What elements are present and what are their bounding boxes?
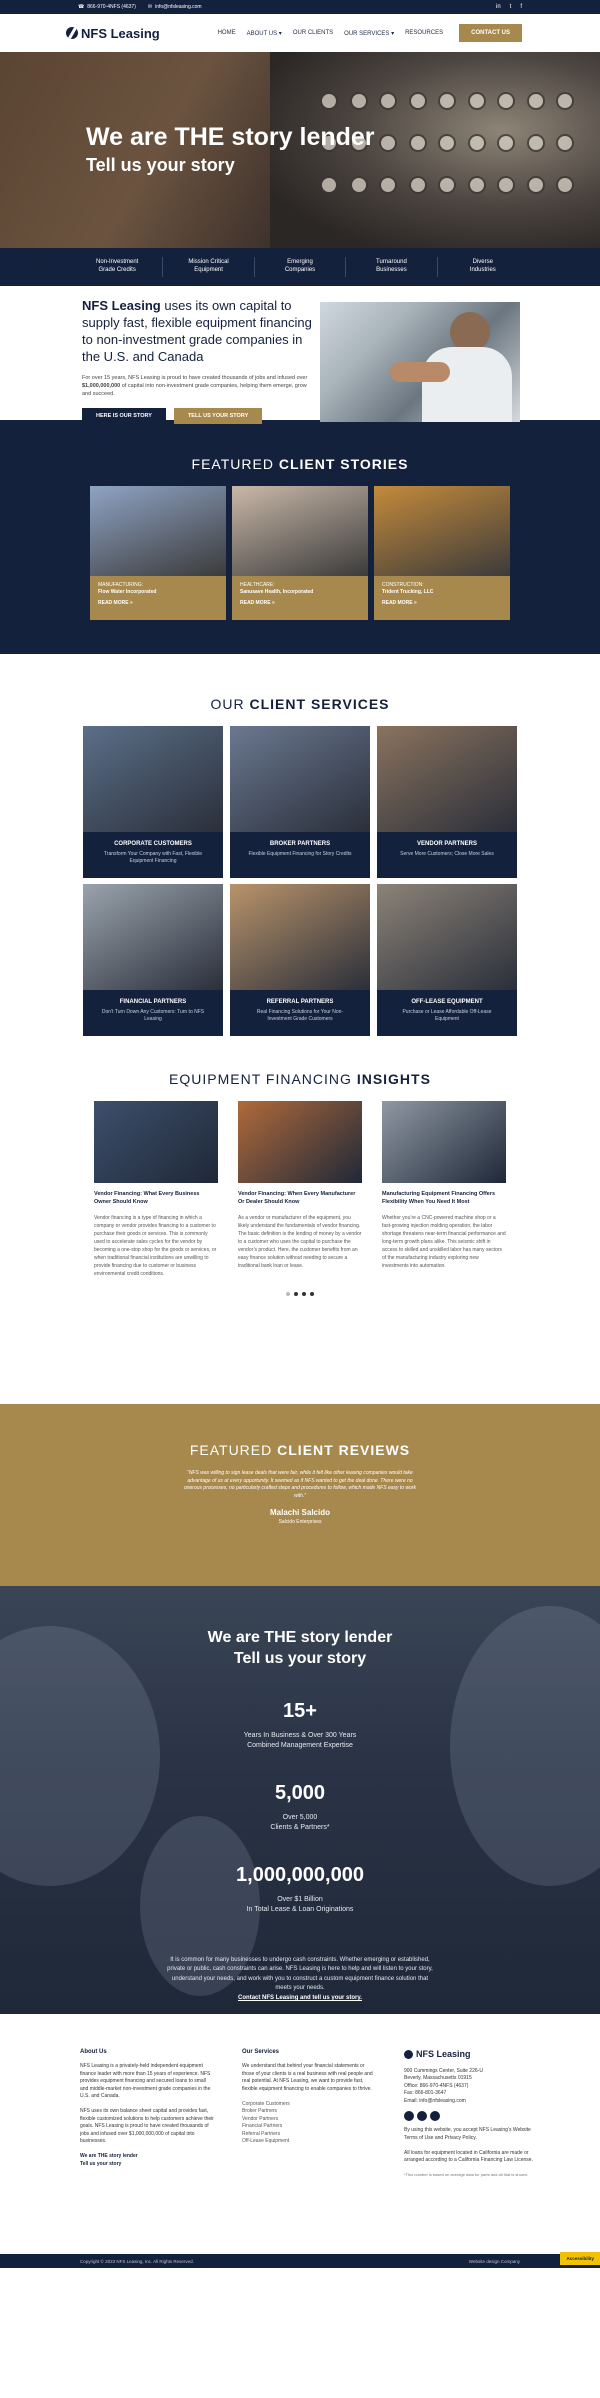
hero-keys-decoration xyxy=(320,92,580,212)
mail-icon: ✉ xyxy=(147,4,153,10)
read-more-link[interactable]: READ MORE » xyxy=(98,600,133,606)
strip-item[interactable]: Diverse Industries xyxy=(469,259,496,273)
nav-our-clients[interactable]: OUR CLIENTS xyxy=(292,30,334,36)
carousel-dots xyxy=(0,1292,600,1296)
client-story-card[interactable]: MANUFACTURING: Flow Water Incorporated READ MORE » xyxy=(90,486,226,620)
bottom-bar xyxy=(0,2254,600,2268)
intro-section xyxy=(0,286,600,420)
service-image xyxy=(230,726,370,832)
hero-subtitle: Tell us your story xyxy=(86,155,235,175)
stories-heading: FEATURED CLIENT STORIES xyxy=(191,456,409,472)
reviewer-company: Salcido Enterprises xyxy=(278,1519,322,1525)
tell-story-button[interactable]: TELL US YOUR STORY xyxy=(174,408,262,424)
facebook-icon[interactable]: f xyxy=(520,4,522,10)
service-image xyxy=(230,884,370,990)
main-nav xyxy=(218,30,444,37)
intro-lead: NFS Leasing uses its own capital to supply fast, flexible equipment financing to non-investment grade companies in the U.S. and Canada xyxy=(82,298,312,364)
footer-link[interactable]: Corporate Customers xyxy=(242,2100,290,2107)
nav-home[interactable]: HOME xyxy=(217,30,236,36)
insight-excerpt: As a vendor or manufacturer of the equipment, you likely understand the fundamentals of vendor financing. The basic definition is the lending of money by a vendor to a customer who uses the capital to purchase the vendor’s product. Here, the customer benefits from an easy finance solution without needing to secure a traditional bank loan or lease. xyxy=(238,1215,362,1270)
insight-title[interactable]: Manufacturing Equipment Financing Offers Flexibility When You Need It Most xyxy=(382,1191,496,1205)
logo-mark-icon xyxy=(404,2050,413,2059)
read-more-link[interactable]: READ MORE » xyxy=(382,600,417,606)
insight-image xyxy=(94,1101,218,1183)
insight-article[interactable] xyxy=(382,1101,506,1278)
client-story-card[interactable]: HEALTHCARE: Sanusave Health, Incorporated READ MORE » xyxy=(232,486,368,620)
email-link[interactable]: ✉ info@nfsleasing.com xyxy=(147,4,202,10)
financing-insights xyxy=(0,1059,600,1404)
intro-paragraph: For over 15 years, NFS Leasing is proud to have created thousands of jobs and infused over $1,000,000,000 of capital into non-investment grade companies, helping them emerge, grow and succeed. xyxy=(82,374,308,398)
strip-item[interactable]: Non-Investment Grade Credits xyxy=(72,257,163,277)
footer-link[interactable]: Broker Partners xyxy=(242,2108,278,2114)
reviewer-name: Malachi Salcido xyxy=(269,1508,331,1517)
hero-title: We are THE story lender xyxy=(86,123,375,151)
service-card[interactable]: FINANCIAL PARTNERS Don’t Turn Down Any Customers: Turn to NFS Leasing xyxy=(83,884,223,1036)
service-card[interactable]: REFERRAL PARTNERS Real Financing Solutions for Your Non-Investment Grade Customers xyxy=(230,884,370,1036)
site-footer xyxy=(0,2014,600,2254)
footer-about: About Us NFS Leasing is a privately-held independent equipment finance leader with more than 15 years of experience. NFS provides equipment financing and secured loans to small and middle-market non-investment grade companies in the U.S. and Canada. NFS uses its own balance sheet capital and provides fast, flexible customized solutions to help customers achieve their goals. NFS Leasing is proud to have created thousands of jobs and infused over $1,000,000,000 of capital into businesses. We are THE story lender Tell us your story xyxy=(80,2049,214,2167)
insight-article[interactable] xyxy=(238,1101,362,1278)
insight-title[interactable]: Vendor Financing: When Every Manufacturer Or Dealer Should Know xyxy=(238,1191,356,1205)
carousel-dot[interactable] xyxy=(302,1292,306,1296)
design-credit[interactable]: Website design Company xyxy=(468,2258,520,2264)
story-image xyxy=(90,486,226,576)
review-quote: “NFS was willing to sign lease deals that were fair, while it felt like other leasing companies would take advantage of us at every opportunity. It seemed as if NFS wanted to get the deal done. There were no onerous processes, no particularly crafted steps and procedures to follow, which made NFS easy to work with.” xyxy=(183,1470,417,1499)
stat-originations: 1,000,000,000 Over $1 Billion In Total Lease & Loan Originations xyxy=(236,1863,364,1914)
service-card[interactable]: BROKER PARTNERS Flexible Equipment Financing for Story Credits xyxy=(230,726,370,878)
stats-body: It is common for many businesses to undergo cash constraints. Whether emerging or established, private or public, cash constraints can arise. NFS Leasing is here to help and will listen to your story, understand your needs, and work with you to construct a custom equipment finance solution that meets your needs. Contact NFS Leasing and tell us your story. xyxy=(167,1956,433,2001)
accessibility-button[interactable]: Accessibility xyxy=(560,2252,600,2265)
phone-icon: ☎ xyxy=(78,4,85,10)
service-image xyxy=(377,884,517,990)
linkedin-icon[interactable] xyxy=(404,2111,414,2121)
carousel-dot[interactable] xyxy=(310,1292,314,1296)
story-image xyxy=(232,486,368,576)
stats-heading: We are THE story lender Tell us your story xyxy=(207,1629,393,1667)
footer-link[interactable]: Off-Lease Equipment xyxy=(242,2138,290,2144)
nav-our-services[interactable]: OUR SERVICES ▾ xyxy=(344,30,395,37)
facebook-icon[interactable] xyxy=(430,2111,440,2121)
contact-us-button[interactable]: CONTACT US xyxy=(459,24,522,42)
strip-item[interactable]: Emerging Companies xyxy=(255,257,346,277)
footer-link[interactable]: Financial Partners xyxy=(242,2123,283,2129)
service-image xyxy=(377,726,517,832)
copyright: Copyright © 2023 NFS Leasing, Inc. All Rights Reserved. xyxy=(80,2258,194,2264)
nav-resources[interactable]: RESOURCES xyxy=(405,30,444,36)
footer-services: Our Services We understand that behind your financial statements or those of your clients is a real business with real people and real potential. At NFS Leasing, we want to provide fast, flexible equipment financing to enable companies to thrive. Corporate Customers Broker Partners Vendor Partners Financial Partners Referral Partners Off-Lease Equipment xyxy=(242,2048,376,2254)
site-logo[interactable]: NFS Leasing xyxy=(66,26,162,41)
footer-link[interactable]: Referral Partners xyxy=(242,2130,281,2137)
insight-image xyxy=(382,1101,506,1183)
strip-item[interactable]: Mission Critical Equipment xyxy=(163,257,254,277)
carousel-dot[interactable] xyxy=(294,1292,298,1296)
footer-logo[interactable]: NFS Leasing xyxy=(404,2048,538,2062)
service-card[interactable]: CORPORATE CUSTOMERS Transform Your Company with Fast, Flexible Equipment Financing xyxy=(83,726,223,878)
service-card[interactable]: VENDOR PARTNERS Serve More Customers; Close More Sales xyxy=(377,726,517,878)
client-story-card[interactable]: CONSTRUCTION: Trident Trucking, LLC READ MORE » xyxy=(374,486,510,620)
client-reviews xyxy=(0,1404,600,1586)
twitter-icon[interactable]: t xyxy=(509,4,512,10)
insight-title[interactable]: Vendor Financing: What Every Business Owner Should Know xyxy=(94,1191,200,1205)
hero-banner xyxy=(0,52,600,248)
service-card[interactable]: OFF-LEASE EQUIPMENT Purchase or Lease Affordable Off-Lease Equipment xyxy=(377,884,517,1036)
services-heading: OUR CLIENT SERVICES xyxy=(210,696,390,712)
category-strip xyxy=(0,248,600,286)
contact-story-link[interactable]: Contact NFS Leasing and tell us your story. xyxy=(238,1994,362,2001)
footer-link[interactable]: Vendor Partners xyxy=(242,2115,279,2122)
handshake-photo xyxy=(320,302,520,422)
service-image xyxy=(83,726,223,832)
insight-image xyxy=(238,1101,362,1183)
insights-heading: EQUIPMENT FINANCING INSIGHTS xyxy=(169,1071,431,1087)
stat-clients: 5,000 Over 5,000 Clients & Partners* xyxy=(270,1781,330,1832)
logo-mark-icon xyxy=(66,27,78,39)
strip-item[interactable]: Turnaround Businesses xyxy=(346,257,437,277)
featured-client-stories xyxy=(0,420,600,654)
service-image xyxy=(83,884,223,990)
insight-article[interactable] xyxy=(94,1101,218,1278)
twitter-icon[interactable] xyxy=(417,2111,427,2121)
client-services xyxy=(0,654,600,1059)
stat-years: 15+ Years In Business & Over 300 Years Combined Management Expertise xyxy=(243,1699,357,1750)
carousel-dot[interactable] xyxy=(286,1292,290,1296)
top-bar xyxy=(0,0,600,14)
site-header xyxy=(0,14,600,52)
insight-excerpt: Whether you’re a CNC-powered machine shop or a fast-growing injection molding operation, the labor shortage threatens near-term financial performance and long-term growth plans alike. This seismic shift in access to skilled and unskilled labor has many sectors of the manufacturing industry exploring new investments into automation. xyxy=(382,1215,506,1270)
read-more-link[interactable]: READ MORE » xyxy=(240,600,275,606)
reviews-heading: FEATURED CLIENT REVIEWS xyxy=(189,1442,411,1458)
linkedin-icon[interactable]: in xyxy=(495,4,501,10)
footer-contact: NFS Leasing 900 Cummings Center, Suite 226-U Beverly, Massachusetts 01915 Office: 866-970-4NFS (4637) Fax: 866-801-3647 Email: info@nfsleasing.com By using this website, you accept NFS Leasing’s Website Terms of Use and Privacy Policy. All loans for equipment located in California are made or arranged according to a California Financing Law License. *This number is based on average data for parts and all that is shown. xyxy=(404,2048,538,2254)
stats-section xyxy=(0,1586,600,2014)
story-image xyxy=(374,486,510,576)
our-story-button[interactable]: HERE IS OUR STORY xyxy=(82,408,166,424)
insight-excerpt: Vendor financing is a type of financing in which a company or vendor provides financing to a customer to purchase their goods or services. This is commonly used to accelerate sales cycles for the vendor by becoming a one-stop shop for the goods or services, or when traditional financial institutions are unwilling to provide financing due to customer or business environmental credit conditions. xyxy=(94,1215,217,1278)
nav-about-us[interactable]: ABOUT US ▾ xyxy=(246,30,282,37)
phone-link[interactable]: ☎ 866-970-4NFS (4637) xyxy=(78,4,136,10)
